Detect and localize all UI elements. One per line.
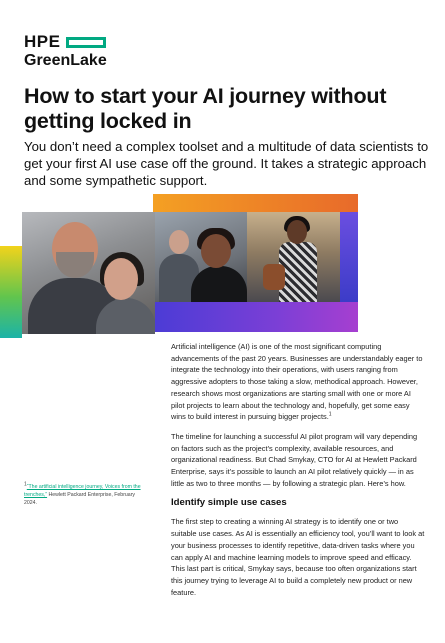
figure-body: [191, 266, 247, 302]
use-cases-paragraph: The first step to creating a winning AI strategy is to identify one or two suitable use cases. As AI is essentially an efficiency tool, you’ll want to look at your business processes to identify repetitive, data-driven tasks where you can apply AI and machine learning models to improve speed and efficacy. This last part is critical, Smykay says, because too often organizations start this journey trying to leverage AI to build a completely new product or new feature.: [171, 517, 425, 597]
photo-meeting-man-woman: [22, 212, 155, 334]
green-gradient-band: [0, 246, 22, 338]
timeline-paragraph: The timeline for launching a successful AI pilot program will vary depending on factors such as the project’s complexity, available resources, and organizational readiness. But Chad Smykay, CTO for AI at Hewlett Packard Enterprise, says it’s possible to launch an AI pilot relatively quickly — in as little as two to three months — by following a strategic plan. Here’s how.: [171, 431, 418, 488]
violet-gradient-band: [340, 212, 358, 302]
purple-gradient-band: [153, 302, 358, 332]
footnote: [24, 483, 142, 507]
figure-bag: [263, 264, 285, 290]
section-heading: Identify simple use cases: [171, 497, 287, 509]
logo-green-rectangle-icon: [66, 37, 106, 48]
logo-greenlake-text: GreenLake: [24, 52, 107, 69]
orange-gradient-band: [153, 194, 358, 212]
intro-paragraph: [171, 341, 425, 423]
intro-paragraph-text: Artificial intelligence (AI) is one of the most significant computing advancements of the past 20 years. Businesses are understandably eager to integrate the technology into their operations, with users ranging from aggressive adopters to those taking a slow, methodical approach. However, research shows most organizations are starting small with one or more AI pilot projects to learn about the technology and, hopefully, get some easy wins to build interest in pursuing bigger projects.: [171, 342, 423, 422]
figure-head: [104, 258, 138, 300]
logo-hpe-text: HPE: [24, 32, 61, 51]
footnote-reference: 1: [328, 411, 332, 418]
footnote-marker: 1: [24, 481, 27, 488]
figure-head: [287, 220, 307, 244]
photo-woman-speaking: [155, 212, 247, 302]
page-subtitle: You don’t need a complex toolset and a multitude of data scientists to get your first AI use case off the ground. It takes a strategic approach and some sympathetic support.: [24, 139, 429, 188]
page-title: How to start your AI journey without getting locked in: [24, 84, 387, 133]
figure-head: [169, 230, 189, 254]
figure-head: [201, 234, 231, 268]
article-body: [171, 341, 425, 606]
footnote-link[interactable]: “The artificial intelligence journey, Voices from the trenches,”: [24, 484, 141, 498]
figure-beard: [56, 252, 94, 278]
hero-photo-collage: [0, 194, 445, 334]
hpe-greenlake-logo: [24, 33, 107, 70]
footnote-source: Hewlett Packard Enterprise, February 2024.: [24, 492, 136, 506]
photo-woman-walking: [247, 212, 340, 302]
